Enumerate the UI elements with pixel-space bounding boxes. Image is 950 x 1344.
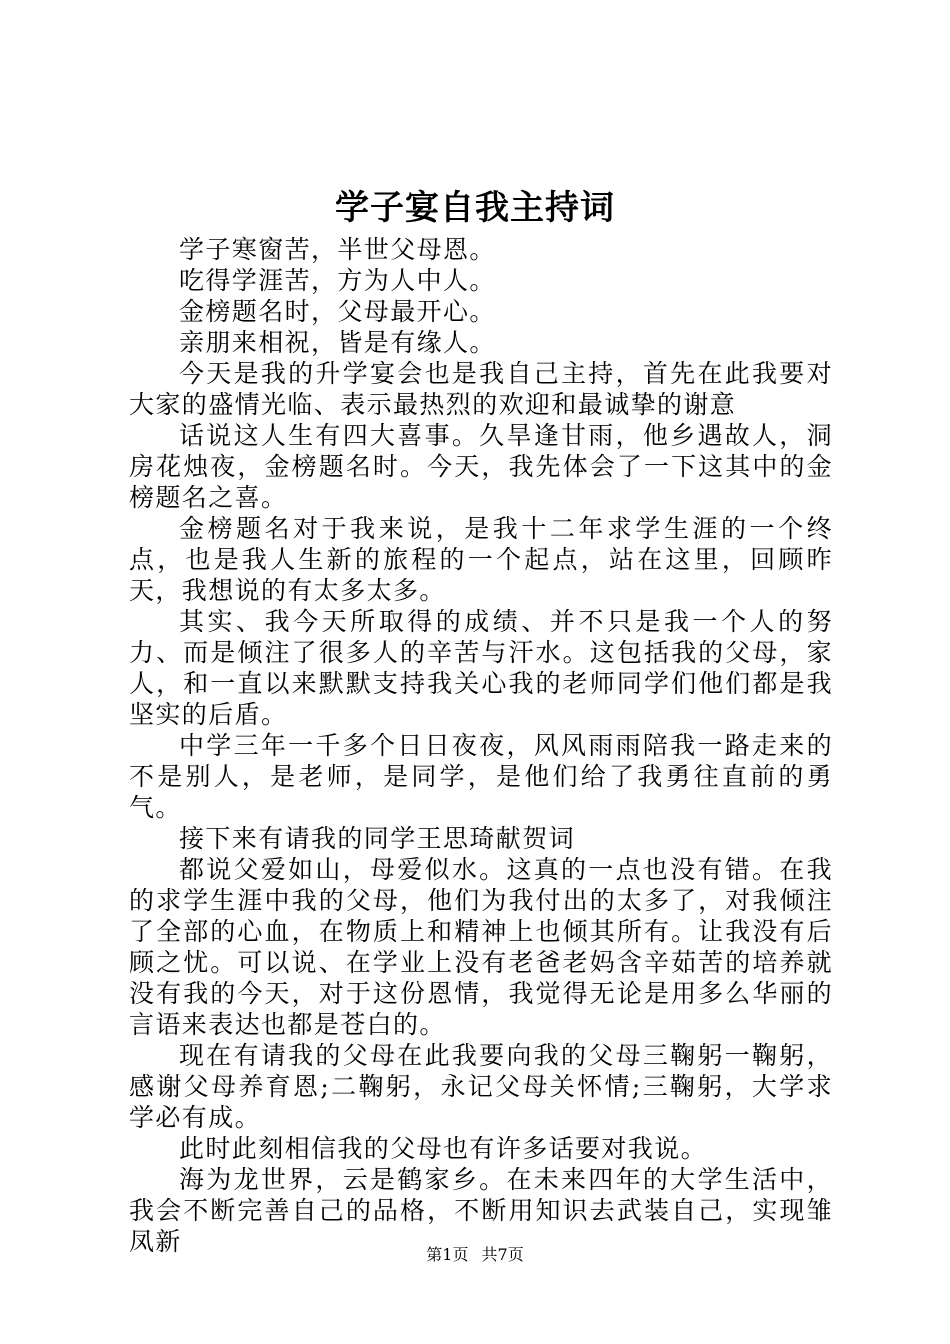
paragraph: 金榜题名时，父母最开心。 [179, 297, 496, 326]
paragraph: 金榜题名对于我来说，是我十二年求学生涯的一个终点，也是我人生新的旅程的一个起点，站在这里，回顾昨天，我想说的有太多太多。 [129, 514, 833, 605]
paragraph: 中学三年一千多个日日夜夜，风风雨雨陪我一路走来的不是别人，是老师，是同学，是他们给了我勇往直前的勇气。 [129, 731, 833, 822]
paragraph: 现在有请我的父母在此我要向我的父母三鞠躬一鞠躬，感谢父母养育恩;二鞠躬，永记父母关怀情;三鞠躬，大学求学必有成。 [129, 1041, 833, 1132]
page-total: 共7页 [481, 1245, 524, 1264]
paragraph: 此时此刻相信我的父母也有许多话要对我说。 [179, 1134, 708, 1163]
paragraph: 今天是我的升学宴会也是我自己主持，首先在此我要对大家的盛情光临、表示最热烈的欢迎和最诚挚的谢意 [129, 359, 833, 419]
page-footer [0, 1244, 950, 1266]
paragraph: 话说这人生有四大喜事。久旱逢甘雨，他乡遇故人，洞房花烛夜，金榜题名时。今天，我先体会了一下这其中的金榜题名之喜。 [129, 421, 833, 512]
paragraph: 亲朋来相祝，皆是有缘人。 [179, 328, 496, 357]
document-body [129, 234, 833, 1257]
paragraph: 都说父爱如山，母爱似水。这真的一点也没有错。在我的求学生涯中我的父母，他们为我付出的太多了，对我倾注了全部的心血，在物质上和精神上也倾其所有。让我没有后顾之忧。可以说、在学业上没有老爸老妈含辛茹苦的培养就没有我的今天，对于这份恩情，我觉得无论是用多么华丽的言语来表达也都是苍白的。 [129, 855, 833, 1039]
paragraph: 吃得学涯苦，方为人中人。 [179, 266, 496, 295]
paragraph: 海为龙世界，云是鹤家乡。在未来四年的大学生活中，我会不断完善自己的品格，不断用知识去武装自己，实现雏凤新 [129, 1165, 833, 1256]
paragraph: 其实、我今天所取得的成绩、并不只是我一个人的努力、而是倾注了很多人的辛苦与汗水。这包括我的父母，家人，和一直以来默默支持我关心我的老师同学们他们都是我坚实的后盾。 [129, 607, 833, 729]
paragraph: 学子寒窗苦，半世父母恩。 [179, 235, 496, 264]
document-title: 学子宴自我主持词 [335, 188, 615, 228]
page-number: 第1页 [426, 1245, 469, 1264]
paragraph: 接下来有请我的同学王思琦献贺词 [179, 824, 576, 853]
